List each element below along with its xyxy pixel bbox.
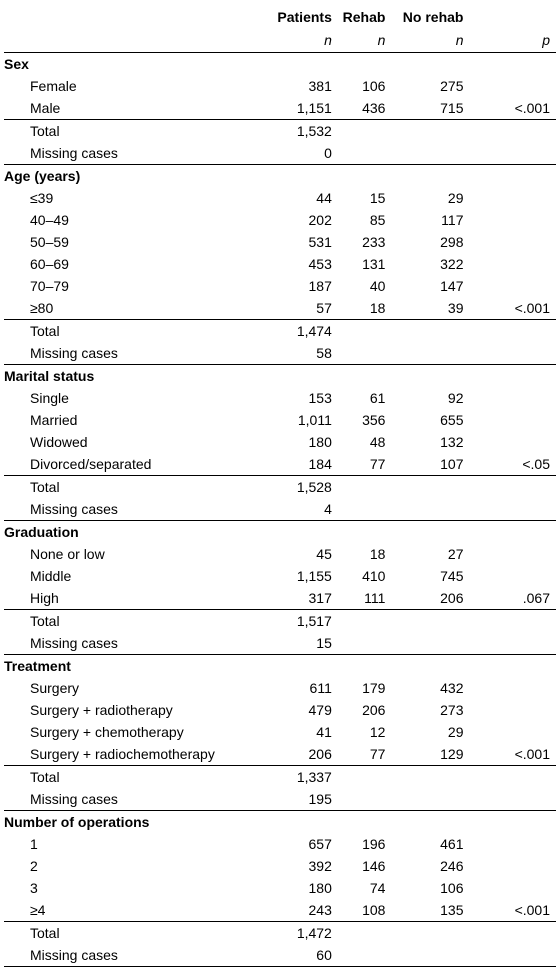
empty-cell: [385, 53, 463, 76]
missing-cases-label: Missing cases: [30, 345, 118, 361]
rehab-value: 77: [369, 746, 386, 762]
section-header-row: [4, 521, 556, 544]
no-rehab-value: 117: [441, 212, 464, 228]
table-row: [4, 97, 556, 120]
table-row: [4, 253, 556, 275]
section-title: Sex: [4, 53, 247, 76]
empty-cell: [463, 320, 556, 343]
empty-cell: [463, 120, 556, 143]
no-rehab-value: 206: [440, 590, 464, 606]
missing-cases-value: 58: [316, 345, 332, 361]
empty-cell: [385, 788, 463, 811]
no-rehab-value: 29: [447, 190, 464, 206]
section-title: Treatment: [4, 655, 247, 678]
row-label: Male: [30, 100, 61, 116]
patients-value: 531: [308, 234, 332, 250]
patients-value: 1,155: [296, 568, 332, 584]
section-header-row: [4, 365, 556, 388]
empty-cell: [463, 610, 556, 633]
units-label-cell: [4, 28, 247, 53]
empty-cell: [332, 944, 386, 967]
empty-cell: [247, 365, 332, 388]
no-rehab-value: 129: [440, 746, 464, 762]
empty-cell: [385, 498, 463, 521]
row-label: Surgery: [30, 680, 80, 696]
empty-cell: [332, 53, 386, 76]
no-rehab-value: 39: [447, 300, 464, 316]
row-label: Married: [30, 412, 78, 428]
p-column-header: [463, 6, 556, 28]
no-rehab-value: 147: [440, 278, 464, 294]
patients-value: 453: [308, 256, 332, 272]
table-row: [4, 899, 556, 922]
row-label: ≥80: [30, 300, 54, 316]
row-label: 60–69: [30, 256, 69, 272]
table-row: [4, 275, 556, 297]
patient-characteristics-table: [4, 6, 556, 967]
section-title: Number of operations: [4, 811, 247, 834]
section-header-row: [4, 165, 556, 188]
p-value: [463, 877, 556, 899]
empty-cell: [463, 498, 556, 521]
rehab-value: 61: [369, 390, 386, 406]
rehab-value: 356: [362, 412, 386, 428]
empty-cell: [332, 165, 386, 188]
total-label: Total: [4, 766, 247, 789]
row-label: Surgery + radiochemotherapy: [30, 746, 215, 762]
empty-cell: [463, 165, 556, 188]
missing-cases-row: [4, 632, 556, 655]
patients-value: 45: [316, 546, 332, 562]
row-label: Widowed: [30, 434, 88, 450]
rehab-value: 85: [369, 212, 386, 228]
row-label: None or low: [30, 546, 105, 562]
row-label: High: [30, 590, 59, 606]
p-value: [463, 231, 556, 253]
patients-value: 611: [309, 680, 332, 696]
empty-cell: [332, 766, 386, 789]
patients-value: 180: [308, 434, 332, 450]
section-header-row: [4, 53, 556, 76]
empty-cell: [463, 53, 556, 76]
rehab-unit: n: [377, 32, 386, 48]
p-value: [463, 833, 556, 855]
empty-cell: [385, 766, 463, 789]
empty-cell: [332, 320, 386, 343]
empty-cell: [385, 521, 463, 544]
rehab-value: 146: [362, 858, 386, 874]
no-rehab-value: 745: [440, 568, 464, 584]
table-row: [4, 855, 556, 877]
empty-cell: [332, 610, 386, 633]
empty-cell: [385, 320, 463, 343]
missing-cases-value: 195: [308, 791, 332, 807]
row-label: 50–59: [30, 234, 69, 250]
table-row: [4, 677, 556, 699]
table-row: [4, 587, 556, 610]
missing-cases-label: Missing cases: [30, 791, 118, 807]
table-row: [4, 833, 556, 855]
table-row: [4, 431, 556, 453]
row-label: Divorced/separated: [30, 456, 152, 472]
patients-value: 1,011: [297, 412, 332, 428]
rehab-value: 233: [362, 234, 386, 250]
empty-cell: [332, 342, 386, 365]
total-row: [4, 766, 556, 789]
empty-cell: [385, 811, 463, 834]
table-row: [4, 543, 556, 565]
total-label: Total: [4, 610, 247, 633]
table-row: [4, 743, 556, 766]
total-patients-value: 1,474: [247, 320, 332, 343]
total-row: [4, 476, 556, 499]
empty-cell: [247, 521, 332, 544]
rehab-value: 131: [362, 256, 386, 272]
no-rehab-value: 298: [440, 234, 464, 250]
rehab-value: 106: [362, 78, 386, 94]
empty-cell: [385, 944, 463, 967]
patients-value: 206: [308, 746, 332, 762]
rehab-value: 410: [362, 568, 386, 584]
no-rehab-value: 29: [447, 724, 464, 740]
row-label: Surgery + chemotherapy: [30, 724, 184, 740]
empty-cell: [247, 53, 332, 76]
rehab-value: 48: [369, 434, 386, 450]
p-value: [463, 543, 556, 565]
patients-value: 202: [308, 212, 332, 228]
table-body: [4, 53, 556, 967]
row-label: 1: [30, 836, 38, 852]
empty-cell: [332, 811, 386, 834]
empty-cell: [385, 476, 463, 499]
total-label: Total: [4, 120, 247, 143]
p-value: [463, 187, 556, 209]
empty-cell: [332, 476, 386, 499]
patients-value: 1,151: [296, 100, 332, 116]
empty-cell: [385, 365, 463, 388]
rehab-value: 74: [369, 880, 386, 896]
total-label: Total: [4, 922, 247, 945]
total-patients-value: 1,528: [247, 476, 332, 499]
patients-value: 317: [308, 590, 332, 606]
empty-cell: [332, 655, 386, 678]
empty-cell: [332, 788, 386, 811]
p-value: [463, 565, 556, 587]
total-row: [4, 922, 556, 945]
table-row: [4, 699, 556, 721]
section-title: Age (years): [4, 165, 247, 188]
patients-value: 479: [308, 702, 332, 718]
section-header-row: [4, 811, 556, 834]
no-rehab-value: 655: [440, 412, 464, 428]
missing-cases-row: [4, 342, 556, 365]
total-label: Total: [4, 320, 247, 343]
empty-cell: [463, 655, 556, 678]
empty-cell: [463, 521, 556, 544]
empty-cell: [385, 922, 463, 945]
patients-value: 381: [308, 78, 332, 94]
table-row: [4, 297, 556, 320]
p-value: [463, 431, 556, 453]
section-title: Marital status: [4, 365, 247, 388]
rehab-value: 77: [369, 456, 386, 472]
empty-cell: [247, 165, 332, 188]
empty-cell: [332, 365, 386, 388]
table-row: [4, 409, 556, 431]
p-value: [463, 677, 556, 699]
total-patients-value: 1,532: [247, 120, 332, 143]
no-rehab-value: 432: [440, 680, 464, 696]
empty-cell: [463, 142, 556, 165]
rehab-value: 108: [362, 902, 386, 918]
column-header-row: [4, 6, 556, 28]
row-label: ≤39: [30, 190, 54, 206]
row-label: Female: [30, 78, 77, 94]
p-value: [463, 387, 556, 409]
rehab-value: 40: [369, 278, 386, 294]
no-rehab-value: 246: [440, 858, 464, 874]
patients-column-header: Patients: [277, 9, 332, 25]
empty-cell: [385, 120, 463, 143]
no-rehab-value: 715: [440, 100, 464, 116]
empty-cell: [332, 632, 386, 655]
row-label: 3: [30, 880, 38, 896]
table-row: [4, 387, 556, 409]
patients-value: 57: [316, 300, 332, 316]
rehab-column-header: Rehab: [342, 9, 386, 25]
table-row: [4, 209, 556, 231]
p-value: [463, 409, 556, 431]
no-rehab-value: 275: [440, 78, 464, 94]
empty-cell: [463, 788, 556, 811]
table-row: [4, 565, 556, 587]
empty-cell: [332, 498, 386, 521]
empty-cell: [463, 365, 556, 388]
p-value: [463, 855, 556, 877]
label-column-header: [4, 6, 247, 28]
empty-cell: [385, 610, 463, 633]
patients-value: 180: [308, 880, 332, 896]
table-row: [4, 453, 556, 476]
p-value: <.05: [522, 456, 550, 472]
total-patients-value: 1,337: [247, 766, 332, 789]
missing-cases-row: [4, 498, 556, 521]
rehab-value: 111: [364, 590, 386, 606]
missing-cases-label: Missing cases: [30, 145, 118, 161]
table-row: [4, 721, 556, 743]
empty-cell: [463, 632, 556, 655]
patients-value: 184: [308, 456, 332, 472]
p-value: [463, 253, 556, 275]
row-label: ≥4: [30, 902, 46, 918]
p-unit: p: [542, 32, 550, 48]
empty-cell: [332, 142, 386, 165]
empty-cell: [463, 811, 556, 834]
empty-cell: [385, 165, 463, 188]
table-row: [4, 231, 556, 253]
missing-cases-value: 0: [324, 145, 332, 161]
units-row: [4, 28, 556, 53]
rehab-value: 18: [369, 300, 386, 316]
empty-cell: [463, 476, 556, 499]
missing-cases-value: 60: [247, 944, 332, 967]
empty-cell: [385, 142, 463, 165]
empty-cell: [463, 342, 556, 365]
no-rehab-value: 107: [440, 456, 464, 472]
p-value: <.001: [514, 746, 550, 762]
rehab-value: 179: [362, 680, 386, 696]
empty-cell: [332, 521, 386, 544]
no-rehab-value: 132: [440, 434, 464, 450]
empty-cell: [385, 655, 463, 678]
missing-cases-row: [4, 142, 556, 165]
total-patients-value: 1,517: [247, 610, 332, 633]
p-value: <.001: [514, 902, 550, 918]
rehab-value: 12: [369, 724, 386, 740]
rehab-value: 18: [369, 546, 386, 562]
missing-cases-row: [4, 944, 556, 967]
missing-cases-row: [4, 788, 556, 811]
patients-value: 243: [308, 902, 332, 918]
empty-cell: [332, 120, 386, 143]
empty-cell: [332, 922, 386, 945]
patients-value: 41: [316, 724, 332, 740]
patients-value: 392: [308, 858, 332, 874]
row-label: 2: [30, 858, 38, 874]
no-rehab-value: 106: [440, 880, 464, 896]
p-value: <.001: [514, 300, 550, 316]
row-label: 40–49: [30, 212, 69, 228]
missing-cases-label: Missing cases: [30, 635, 118, 651]
missing-cases-label: Missing cases: [30, 501, 118, 517]
p-value: [463, 721, 556, 743]
p-value: <.001: [514, 100, 550, 116]
table-row: [4, 75, 556, 97]
empty-cell: [463, 944, 556, 967]
total-row: [4, 320, 556, 343]
empty-cell: [247, 811, 332, 834]
p-value: .067: [522, 590, 550, 606]
patients-value: 153: [308, 390, 332, 406]
rehab-value: 196: [362, 836, 386, 852]
total-row: [4, 120, 556, 143]
patients-value: 44: [316, 190, 332, 206]
rehab-value: 436: [362, 100, 386, 116]
row-label: Surgery + radiotherapy: [30, 702, 173, 718]
patients-unit: n: [324, 32, 332, 48]
rehab-value: 15: [369, 190, 386, 206]
empty-cell: [463, 922, 556, 945]
p-value: [463, 275, 556, 297]
no-rehab-value: 322: [440, 256, 464, 272]
p-value: [463, 209, 556, 231]
empty-cell: [385, 632, 463, 655]
empty-cell: [247, 655, 332, 678]
missing-cases-label: Missing cases: [4, 944, 247, 967]
no-rehab-value: 273: [440, 702, 464, 718]
row-label: Single: [30, 390, 69, 406]
empty-cell: [463, 766, 556, 789]
section-header-row: [4, 655, 556, 678]
missing-cases-value: 15: [316, 635, 332, 651]
row-label: Middle: [30, 568, 72, 584]
no-rehab-value: 27: [447, 546, 464, 562]
section-title: Graduation: [4, 521, 247, 544]
p-value: [463, 75, 556, 97]
row-label: 70–79: [30, 278, 69, 294]
rehab-value: 206: [362, 702, 386, 718]
table-row: [4, 877, 556, 899]
missing-cases-value: 4: [324, 501, 332, 517]
patients-value: 657: [308, 836, 332, 852]
no-rehab-value: 92: [447, 390, 464, 406]
total-patients-value: 1,472: [247, 922, 332, 945]
total-label: Total: [4, 476, 247, 499]
no-rehab-value: 135: [440, 902, 464, 918]
no-rehab-value: 461: [440, 836, 464, 852]
no-rehab-unit: n: [455, 32, 464, 48]
no-rehab-column-header: No rehab: [402, 9, 464, 25]
table-row: [4, 187, 556, 209]
empty-cell: [385, 342, 463, 365]
total-row: [4, 610, 556, 633]
patients-value: 187: [308, 278, 332, 294]
p-value: [463, 699, 556, 721]
